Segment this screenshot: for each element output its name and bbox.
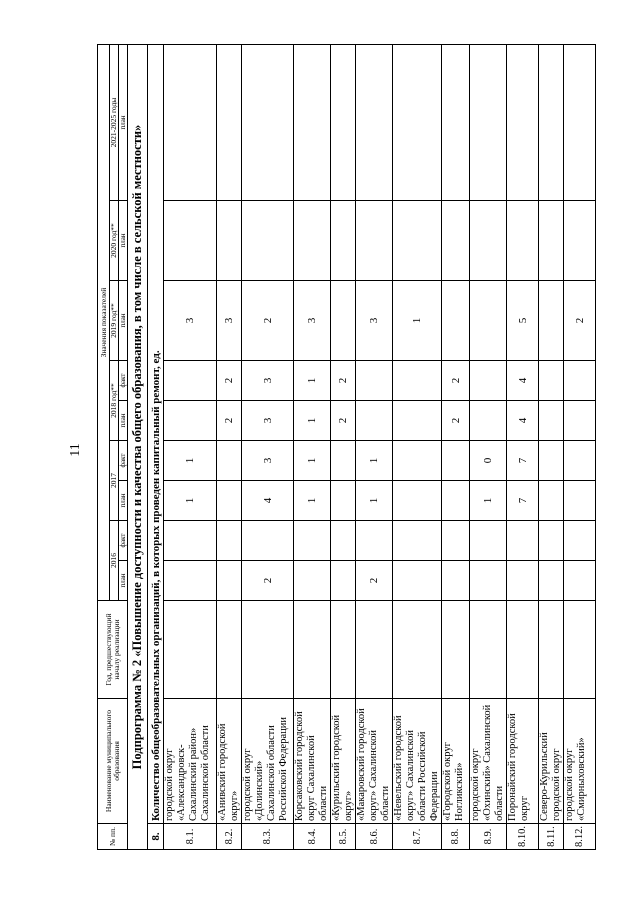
- row-number: 8.11.: [539, 824, 564, 850]
- value-cell: 0: [470, 441, 507, 481]
- value-cell: [507, 521, 539, 561]
- table-row: [356, 45, 393, 850]
- table-row: [539, 45, 564, 850]
- value-cell: [470, 601, 507, 699]
- value-cell: [331, 601, 356, 699]
- header-year-2018: 2018 год**: [110, 361, 119, 441]
- municipality-name: Северо-Курильский городской округ: [539, 699, 564, 824]
- municipality-name: «Городской округ Ногликский»: [442, 699, 470, 824]
- value-cell: [331, 521, 356, 561]
- value-cell: 1: [356, 441, 393, 481]
- value-cell: [164, 521, 217, 561]
- header-year-2017: 2017: [110, 441, 119, 521]
- row-number: 8.8.: [442, 824, 470, 850]
- value-cell: [356, 201, 393, 281]
- value-cell: [217, 601, 242, 699]
- value-cell: [539, 401, 564, 441]
- value-cell: [393, 361, 442, 401]
- header-values-group: Значения показателей: [98, 45, 110, 601]
- value-cell: 7: [507, 441, 539, 481]
- value-cell: 2: [442, 361, 470, 401]
- row-number: 8.6.: [356, 824, 393, 850]
- value-cell: [393, 521, 442, 561]
- value-cell: 4: [507, 401, 539, 441]
- value-cell: [164, 361, 217, 401]
- value-cell: [564, 521, 596, 561]
- value-cell: [470, 521, 507, 561]
- value-cell: 2: [442, 401, 470, 441]
- municipality-name: «Анивский городской округ»: [217, 699, 242, 824]
- value-cell: [242, 201, 294, 281]
- value-cell: 2: [331, 401, 356, 441]
- value-cell: [393, 441, 442, 481]
- table-header: [98, 45, 128, 850]
- value-cell: [564, 201, 596, 281]
- value-cell: [470, 561, 507, 601]
- value-cell: 2: [217, 361, 242, 401]
- value-cell: [507, 45, 539, 201]
- value-cell: 2: [356, 561, 393, 601]
- value-cell: [442, 45, 470, 201]
- subprogram-title: Подпрограмма № 2 «Повышение доступности и качества общего образования, в том числе в сельской местности»: [128, 45, 148, 850]
- value-cell: [507, 601, 539, 699]
- value-cell: [442, 601, 470, 699]
- value-cell: [217, 45, 242, 201]
- value-cell: 1: [294, 361, 331, 401]
- header-plan: план: [119, 481, 128, 521]
- value-cell: [470, 281, 507, 361]
- value-cell: [539, 561, 564, 601]
- value-cell: [442, 561, 470, 601]
- table-body: [128, 45, 596, 850]
- value-cell: [217, 481, 242, 521]
- value-cell: [356, 601, 393, 699]
- row-number: 8.7.: [393, 824, 442, 850]
- value-cell: 3: [164, 281, 217, 361]
- value-cell: [356, 45, 393, 201]
- value-cell: 1: [294, 401, 331, 441]
- header-plan: план: [119, 561, 128, 601]
- value-cell: 7: [507, 481, 539, 521]
- value-cell: [442, 281, 470, 361]
- value-cell: 2: [331, 361, 356, 401]
- municipality-name: «Невельский городской округ» Сахалинской области Российской Федерации: [393, 699, 442, 824]
- municipality-name: «Курильский городской округ»: [331, 699, 356, 824]
- municipality-name: Корсаковский городской округ Сахалинской области: [294, 699, 331, 824]
- row-number: 8.4.: [294, 824, 331, 850]
- value-cell: [164, 201, 217, 281]
- value-cell: [442, 201, 470, 281]
- value-cell: [539, 201, 564, 281]
- value-cell: 1: [294, 481, 331, 521]
- value-cell: [356, 401, 393, 441]
- value-cell: [539, 281, 564, 361]
- municipality-name: городской округ «Долинский» Сахалинской области Российской Федерации: [242, 699, 294, 824]
- row-number: 8.5.: [331, 824, 356, 850]
- value-cell: [217, 201, 242, 281]
- value-cell: 5: [507, 281, 539, 361]
- value-cell: [507, 561, 539, 601]
- header-num: № пп.: [98, 824, 128, 850]
- value-cell: 3: [242, 441, 294, 481]
- value-cell: [442, 521, 470, 561]
- value-cell: 1: [164, 441, 217, 481]
- value-cell: [242, 601, 294, 699]
- rotated-table-container: [97, 45, 587, 850]
- value-cell: [217, 441, 242, 481]
- value-cell: [470, 361, 507, 401]
- value-cell: [470, 45, 507, 201]
- table-row: [217, 45, 242, 850]
- row-number: 8.12.: [564, 824, 596, 850]
- value-cell: 1: [164, 481, 217, 521]
- row-number: 8.10.: [507, 824, 539, 850]
- table-row: [164, 45, 217, 850]
- value-cell: [164, 601, 217, 699]
- value-cell: [564, 441, 596, 481]
- section-title: Количество общеобразовательных организаций, в которых проведен капитальный ремонт, ед.: [148, 45, 164, 824]
- row-number: 8.9.: [470, 824, 507, 850]
- value-cell: 1: [294, 441, 331, 481]
- value-cell: 3: [217, 281, 242, 361]
- value-cell: [294, 601, 331, 699]
- value-cell: [294, 561, 331, 601]
- section-number: 8.: [148, 824, 164, 850]
- header-year-2016: 2016: [110, 521, 119, 601]
- value-cell: 3: [242, 401, 294, 441]
- value-cell: 1: [393, 281, 442, 361]
- header-plan: план: [119, 401, 128, 441]
- value-cell: [539, 441, 564, 481]
- value-cell: [564, 561, 596, 601]
- value-cell: [331, 201, 356, 281]
- value-cell: [564, 361, 596, 401]
- document-sheet: [97, 45, 587, 850]
- value-cell: 2: [217, 401, 242, 441]
- value-cell: [539, 521, 564, 561]
- value-cell: [331, 481, 356, 521]
- value-cell: [217, 521, 242, 561]
- value-cell: 1: [470, 481, 507, 521]
- header-fact: факт: [119, 361, 128, 401]
- value-cell: [442, 441, 470, 481]
- value-cell: [242, 521, 294, 561]
- value-cell: 3: [356, 281, 393, 361]
- value-cell: [564, 601, 596, 699]
- value-cell: [393, 201, 442, 281]
- header-plan: план: [119, 281, 128, 361]
- row-number: 8.1.: [164, 824, 217, 850]
- table-row: [507, 45, 539, 850]
- value-cell: 2: [564, 281, 596, 361]
- value-cell: [539, 45, 564, 201]
- value-cell: [242, 45, 294, 201]
- value-cell: [507, 201, 539, 281]
- value-cell: [393, 45, 442, 201]
- value-cell: [564, 45, 596, 201]
- indicator-table: [97, 44, 596, 850]
- value-cell: 4: [507, 361, 539, 401]
- value-cell: [331, 441, 356, 481]
- value-cell: 3: [294, 281, 331, 361]
- value-cell: [294, 521, 331, 561]
- page-number: 11: [68, 443, 83, 457]
- value-cell: [539, 601, 564, 699]
- header-fact: факт: [119, 441, 128, 481]
- header-year-2019: 2019 год**: [110, 281, 119, 361]
- value-cell: [564, 401, 596, 441]
- header-prev-year: Год, предшествующий началу реализации: [98, 601, 128, 699]
- header-name: Наименование муниципального образования: [98, 699, 128, 824]
- value-cell: [356, 521, 393, 561]
- header-plan: план: [119, 201, 128, 281]
- header-plan: план: [119, 45, 128, 201]
- value-cell: [470, 401, 507, 441]
- value-cell: [356, 361, 393, 401]
- header-fact: факт: [119, 521, 128, 561]
- value-cell: [393, 561, 442, 601]
- table-row: [331, 45, 356, 850]
- municipality-name: городской округ «Александровск-Сахалинский район» Сахалинской области: [164, 699, 217, 824]
- table-row: [393, 45, 442, 850]
- value-cell: 3: [242, 361, 294, 401]
- row-number: 8.3.: [242, 824, 294, 850]
- value-cell: [393, 401, 442, 441]
- value-cell: [164, 45, 217, 201]
- value-cell: [164, 561, 217, 601]
- value-cell: 1: [356, 481, 393, 521]
- municipality-name: городской округ «Охинский» Сахалинской области: [470, 699, 507, 824]
- value-cell: [539, 361, 564, 401]
- value-cell: [539, 481, 564, 521]
- value-cell: 2: [242, 561, 294, 601]
- table-row: [442, 45, 470, 850]
- table-row: [294, 45, 331, 850]
- value-cell: [331, 561, 356, 601]
- table-row: [470, 45, 507, 850]
- value-cell: [470, 201, 507, 281]
- header-year-2021-2025: 2021-2025 годы: [110, 45, 119, 201]
- header-year-2020: 2020 год**: [110, 201, 119, 281]
- municipality-name: городской округ «Смирныховский»: [564, 699, 596, 824]
- value-cell: [442, 481, 470, 521]
- value-cell: [331, 281, 356, 361]
- table-row: [564, 45, 596, 850]
- value-cell: [294, 45, 331, 201]
- value-cell: [217, 561, 242, 601]
- municipality-name: Поронайский городской округ: [507, 699, 539, 824]
- value-cell: [393, 601, 442, 699]
- row-number: 8.2.: [217, 824, 242, 850]
- value-cell: [564, 481, 596, 521]
- value-cell: [393, 481, 442, 521]
- value-cell: [331, 45, 356, 201]
- table-row: [242, 45, 294, 850]
- value-cell: 4: [242, 481, 294, 521]
- value-cell: [164, 401, 217, 441]
- value-cell: 2: [242, 281, 294, 361]
- municipality-name: «Макаровский городской округ» Сахалинской области: [356, 699, 393, 824]
- value-cell: [294, 201, 331, 281]
